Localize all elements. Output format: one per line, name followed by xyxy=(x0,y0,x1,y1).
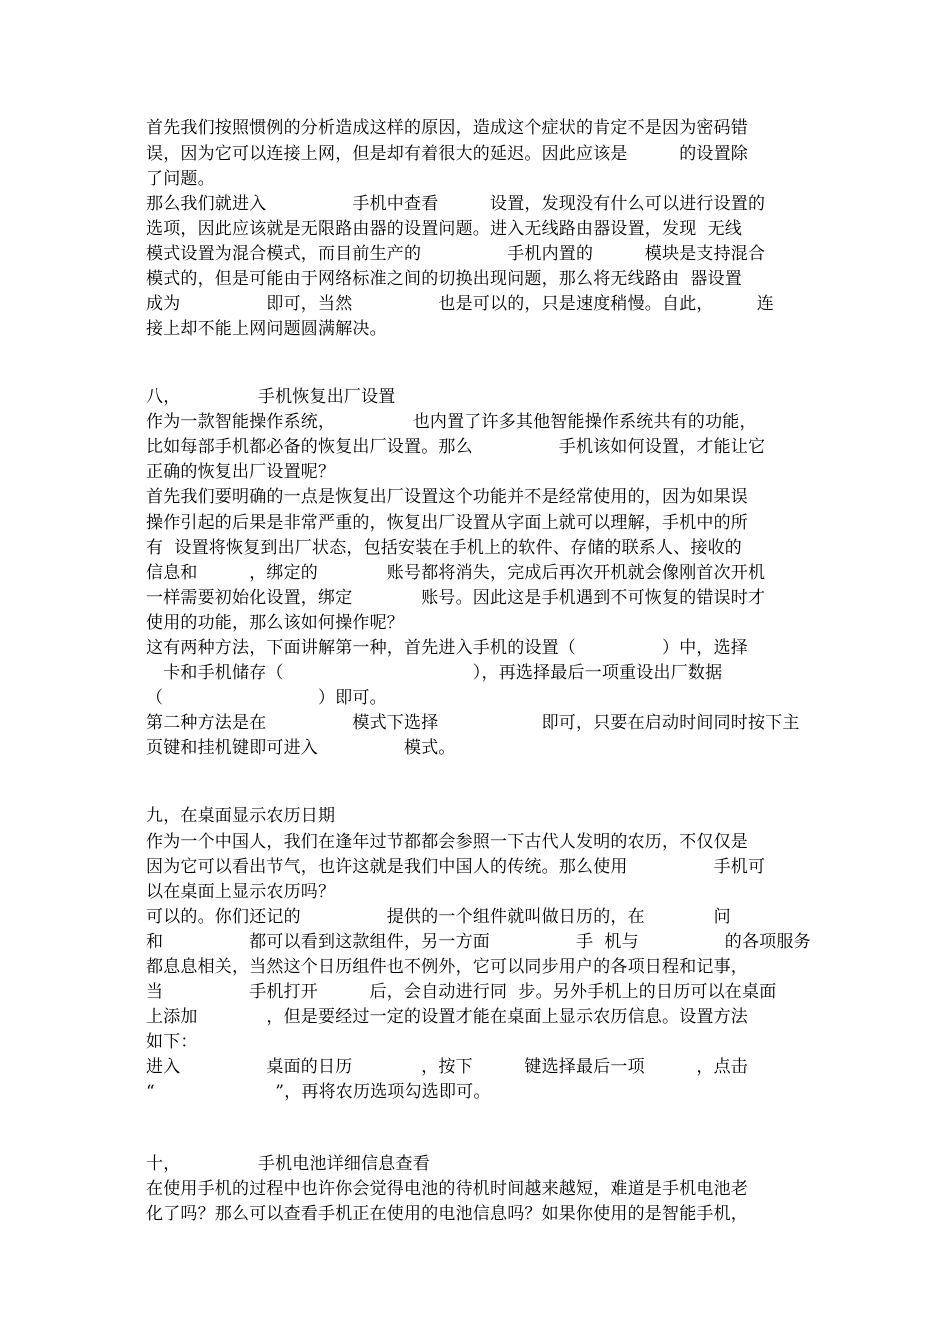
section-heading: 八， 手机恢复出厂设置 xyxy=(146,387,396,407)
text-line: 首先我们要明确的一点是恢复出厂设置这个功能并不是经常使用的，因为如果误 xyxy=(146,487,748,507)
text-line: 误，因为它可以连接上网，但是却有着很大的延迟。因此应该是 的设置除 xyxy=(146,144,748,164)
text-line: 化了吗？那么可以查看手机正在使用的电池信息吗？如果你使用的是智能手机， xyxy=(146,1204,748,1224)
text-line: 信息和 ，绑定的 账号都将消失，完成后再次开机就会像刚首次开机 xyxy=(146,563,766,583)
text-line: 成为 即可，当然 也是可以的，只是速度稍慢。自此， 连 xyxy=(146,294,774,314)
text-line: 了问题。 xyxy=(146,169,215,189)
text-line: 接上却不能上网问题圆满解决。 xyxy=(146,319,387,339)
text-line: 模式设置为混合模式，而目前生产的 手机内置的 模块是支持混合 xyxy=(146,244,766,264)
text-line: 有 设置将恢复到出厂状态，包括安装在手机上的软件、存储的联系人、接收的 xyxy=(146,538,743,558)
text-line: “ ”，再将农历选项勾选即可。 xyxy=(146,1082,491,1102)
text-line: 进入 桌面的日历 ，按下 键选择最后一项 ，点击 xyxy=(146,1057,748,1077)
text-line: 上添加 ，但是要经过一定的设置才能在桌面上显示农历信息。设置方法 xyxy=(146,1007,748,1027)
text-line: 和 都可以看到这款组件，另一方面 手 机与 的各项服务 xyxy=(146,932,811,952)
text-line: 因为它可以看出节气，也许这就是我们中国人的传统。那么使用 手机可 xyxy=(146,857,766,877)
text-line: 首先我们按照惯例的分析造成这样的原因，造成这个症状的肯定不是因为密码错 xyxy=(146,118,748,138)
text-line: 比如每部手机都必备的恢复出厂设置。那么 手机该如何设置，才能让它 xyxy=(146,437,766,457)
text-line: （ ）即可。 xyxy=(146,688,387,708)
text-line: 当 手机打开 后，会自动进行同 步。另外手机上的日历可以在桌面 xyxy=(146,982,777,1002)
text-line: 选项，因此应该就是无限路由器的设置问题。进入无线路由器设置，发现 无线 xyxy=(146,219,743,239)
text-line: 作为一个中国人，我们在逢年过节都都会参照一下古代人发明的农历，不仅仅是 xyxy=(146,832,748,852)
text-line: 操作引起的后果是非常严重的，恢复出厂设置从字面上就可以理解，手机中的所 xyxy=(146,513,748,533)
text-line: 第二种方法是在 模式下选择 即可，只要在启动时间同时按下主 xyxy=(146,713,800,733)
text-line: 如下： xyxy=(146,1032,198,1052)
text-line: 在使用手机的过程中也许你会觉得电池的待机时间越来越短，难道是手机电池老 xyxy=(146,1179,748,1199)
text-line: 作为一款智能操作系统， 也内置了许多其他智能操作系统共有的功能， xyxy=(146,412,757,432)
section-heading: 九，在桌面显示农历日期 xyxy=(146,806,336,826)
text-line: 模式的，但是可能由于网络标准之间的切换出现问题，那么将无线路由 器设置 xyxy=(146,269,743,289)
text-line: 那么我们就进入 手机中查看 设置，发现没有什么可以进行设置的 xyxy=(146,194,766,214)
text-line: 正确的恢复出厂设置呢？ xyxy=(146,462,336,482)
text-line: 这有两种方法，下面讲解第一种，首先进入手机的设置（ ）中，选择 xyxy=(146,638,748,658)
text-line: 都息息相关，当然这个日历组件也不例外，它可以同步用户的各项日程和记事， xyxy=(146,957,748,977)
text-line: 使用的功能，那么该如何操作呢？ xyxy=(146,613,404,633)
text-line: 可以的。你们还记的 提供的一个组件就叫做日历的，在 问 xyxy=(146,907,731,927)
section-heading: 十， 手机电池详细信息查看 xyxy=(146,1154,430,1174)
text-line: 卡和手机储存（ ），再选择最后一项重设出厂数据 xyxy=(146,663,723,683)
text-line: 页键和挂机键即可进入 模式。 xyxy=(146,738,456,758)
text-line: 以在桌面上显示农历吗？ xyxy=(146,882,336,902)
text-line: 一样需要初始化设置，绑定 账号。因此这是手机遇到不可恢复的错误时才 xyxy=(146,588,766,608)
